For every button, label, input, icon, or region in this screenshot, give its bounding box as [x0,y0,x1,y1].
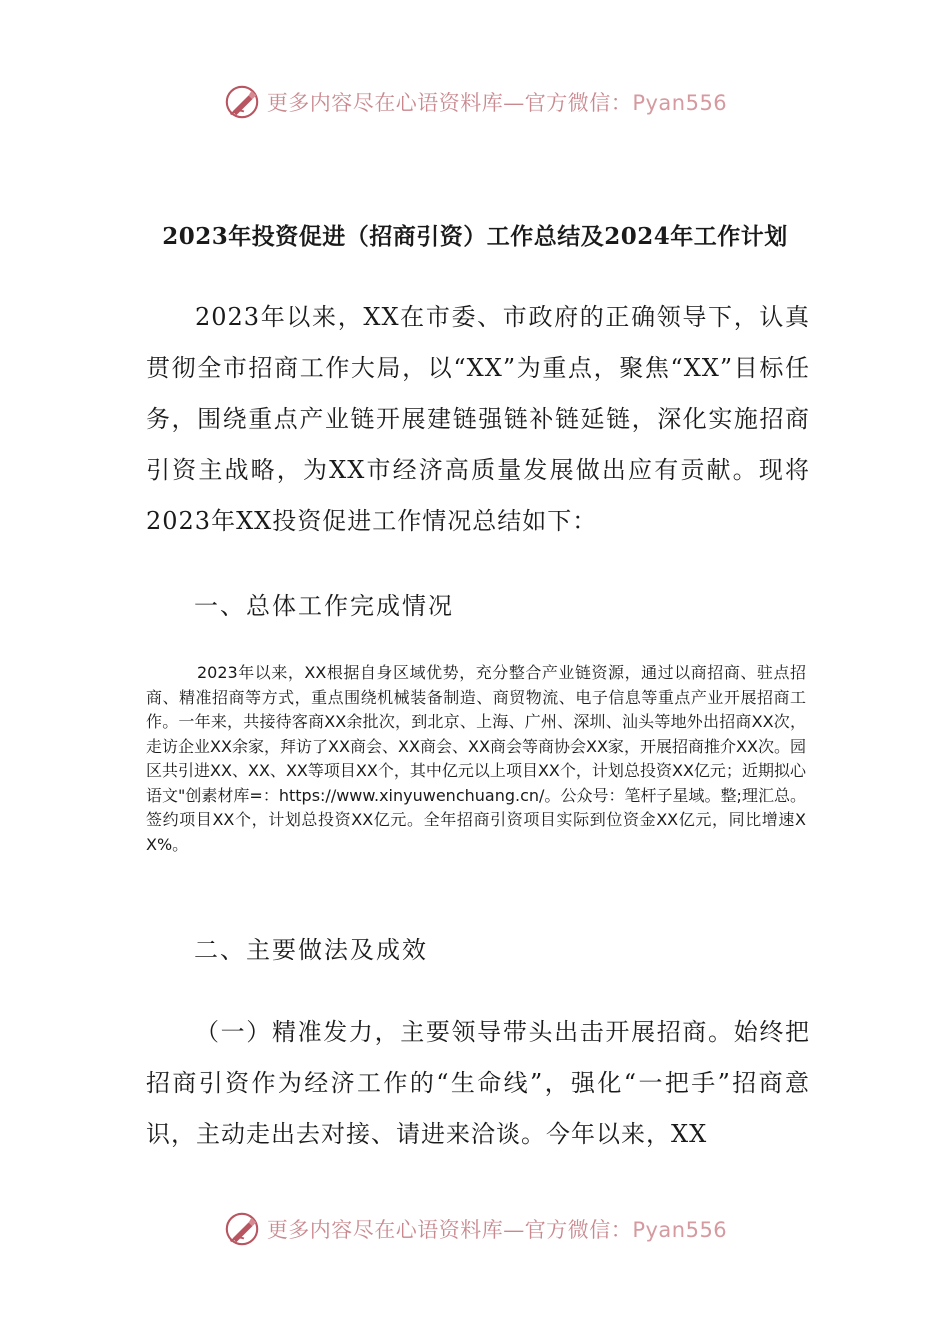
section-1-heading: 一、总体工作完成情况 [194,592,454,620]
pen-logo-icon [223,1210,261,1248]
document-title: 2023年投资促进（招商引资）工作总结及2024年工作计划 [162,223,788,250]
section-1-body: 2023年以来，XX根据自身区域优势，充分整合产业链资源，通过以商招商、驻点招商、精准招商等方式，重点围绕机械装备制造、商贸物流、电子信息等重点产业开展招商工作。一年来，共接待客商XX余批次，到北京、上海、广州、深圳、汕头等地外出招商XX次，走访企业XX余家，拜访了XX商会、XX商会、XX商会等商协会XX家，开展招商推介XX次。园区共引进XX、XX、XX等项目XX个，其中亿元以上项目XX个，计划总投资XX亿元；近期拟心语文"创素材库=：https://www.xinyuwenchuang.cn/。公众号：笔杆子星域。整;理汇总。签约项目XX个，计划总投资XX亿元。全年招商引资项目实际到位资金XX亿元，同比增速XX%。 [146,663,806,854]
section-2-paragraph-1: （一）精准发力，主要领导带头出击开展招商。始终把招商引资作为经济工作的“生命线”，强化“一把手”招商意识，主动走出去对接、请进来洽谈。今年以来，XX [146,1018,810,1148]
watermark-bottom [0,1209,950,1249]
intro-paragraph: 2023年以来，XX在市委、市政府的正确领导下，认真贯彻全市招商工作大局，以“XX”为重点，聚焦“XX”目标任务，围绕重点产业链开展建链强链补链延链，深化实施招商引资主战略，为XX市经济高质量发展做出应有贡献。现将2023年XX投资促进工作情况总结如下： [146,303,810,535]
watermark-wechat-id: Pyan556 [632,91,728,115]
watermark-text: 更多内容尽在心语资料库—官方微信： [266,91,633,115]
watermark-wechat-id: Pyan556 [632,1218,728,1242]
pen-logo-icon [223,83,261,121]
watermark-text: 更多内容尽在心语资料库—官方微信： [266,1218,633,1242]
section-2-heading: 二、主要做法及成效 [194,936,428,964]
watermark-top [0,82,950,122]
